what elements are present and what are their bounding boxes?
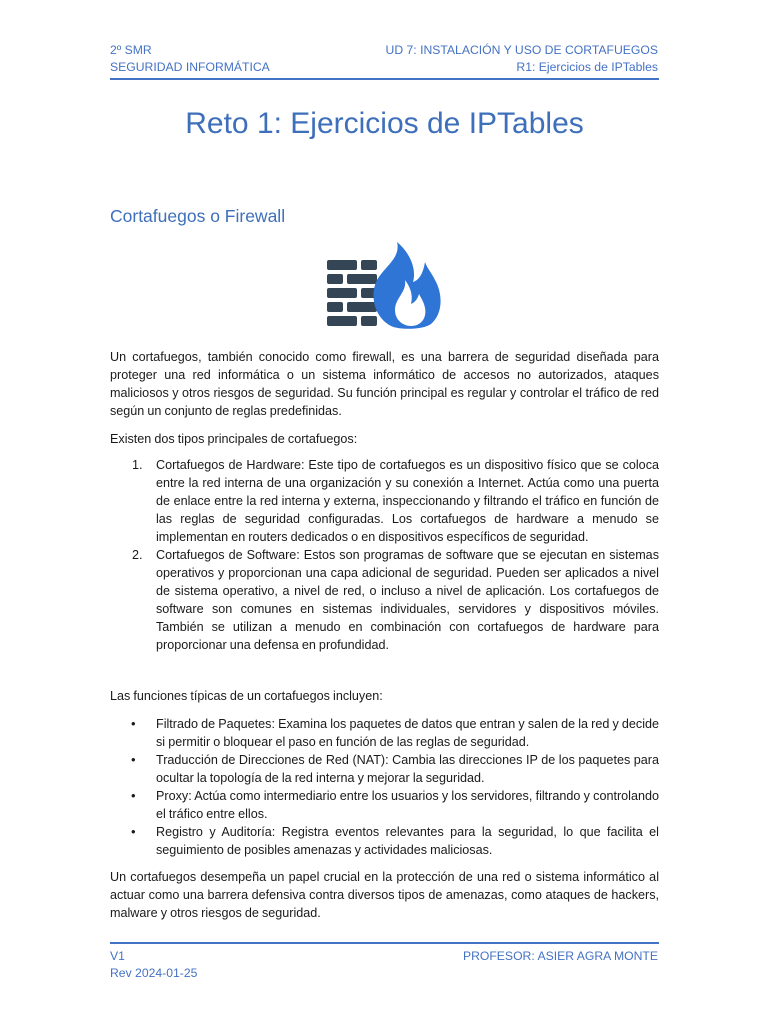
section-heading: Cortafuegos o Firewall [110, 206, 286, 226]
list-item-text: Proxy: Actúa como intermediario entre los usuarios y los servidores, filtrando y controlando el tráfico entre ellos. [156, 789, 659, 821]
list-item-text: Traducción de Direcciones de Red (NAT): Cambia las direcciones IP de los paquetes para ocultar la topología de la red interna y mejorar la seguridad. [156, 753, 659, 785]
list-item-text: Cortafuegos de Software: Estos son programas de software que se ejecutan en sistemas operativos y proporcionan una capa adicional de seguridad. Pueden ser aplicados a nivel de sistema operativo, a nivel de red, o incluso a nivel de aplicación. Los cortafuegos de software son comunes en sistemas individuales, servidores y dispositivos móviles. También se utilizan a menudo en combinación con cortafuegos de hardware para proporcionar una defensa en profundidad. [156, 548, 659, 652]
list-item [110, 456, 659, 546]
list-item [110, 787, 659, 823]
version-info [110, 948, 197, 982]
list-number: 2. [132, 548, 143, 562]
list-item-text: Filtrado de Paquetes: Examina los paquetes de datos que entran y salen de la red y decide si permitir o bloquear el paso en función de las reglas de seguridad. [156, 717, 659, 749]
intro-paragraph: Un cortafuegos, también conocido como firewall, es una barrera de seguridad diseñada para proteger una red informática o un sistema informático de accesos no autorizados, ataques maliciosos y otros riesgos de seguridad. Su función principal es regular y controlar el tráfico de red según un conjunto de reglas predefinidas. [110, 350, 659, 418]
functions-intro: Las funciones típicas de un cortafuegos incluyen: [110, 689, 383, 703]
footer-divider [110, 942, 659, 944]
brick-wall-icon [327, 260, 377, 326]
closing-paragraph: Un cortafuegos desempeña un papel crucial en la protección de una red o sistema informático al actuar como una barrera defensiva contra diversos tipos de amenazas, como ataques de hackers, malware y otros riesgos de seguridad. [110, 870, 659, 920]
list-item-text: Cortafuegos de Hardware: Este tipo de cortafuegos es un dispositivo físico que se coloca entre la red interna de una organización y su conexión a Internet. Actúa como una puerta de enlace entre la red interna y externa, inspeccionando y filtrando el tráfico en función de las reglas de seguridad configuradas. Los cortafuegos de hardware a menudo se implementan en routers dedicados o en dispositivos específicos de seguridad. [156, 458, 659, 544]
list-item [110, 751, 659, 787]
list-item [110, 823, 659, 859]
course-name: 2º SMR [110, 43, 152, 57]
subject-name: SEGURIDAD INFORMÁTICA [110, 60, 270, 74]
list-item-text: Registro y Auditoría: Registra eventos relevantes para la seguridad, lo que facilita el seguimiento de posibles amenazas y actividades maliciosas. [156, 825, 659, 857]
types-intro: Existen dos tipos principales de cortafuegos: [110, 432, 358, 446]
list-item [110, 546, 659, 654]
page-header [110, 42, 658, 78]
list-number: 1. [132, 458, 143, 472]
flame-icon [373, 242, 440, 329]
firewall-functions-list [110, 715, 659, 859]
unit-title: UD 7: INSTALACIÓN Y USO DE CORTAFUEGOS [385, 43, 658, 57]
header-divider [110, 78, 659, 80]
exercise-title: R1: Ejercicios de IPTables [516, 60, 658, 74]
bullet: • [131, 752, 136, 767]
revision-date: Rev 2024-01-25 [110, 966, 198, 980]
bullet: • [131, 824, 136, 839]
version-label: V1 [110, 949, 125, 963]
course-info [110, 42, 270, 76]
unit-info [386, 42, 658, 76]
page-title: Reto 1: Ejercicios de IPTables [185, 107, 584, 140]
list-item [110, 715, 659, 751]
bullet: • [131, 788, 136, 803]
bullet: • [131, 716, 136, 731]
teacher-name: PROFESOR: ASIER AGRA MONTE [462, 949, 658, 963]
firewall-types-list [110, 456, 659, 654]
firewall-icon [325, 240, 443, 330]
